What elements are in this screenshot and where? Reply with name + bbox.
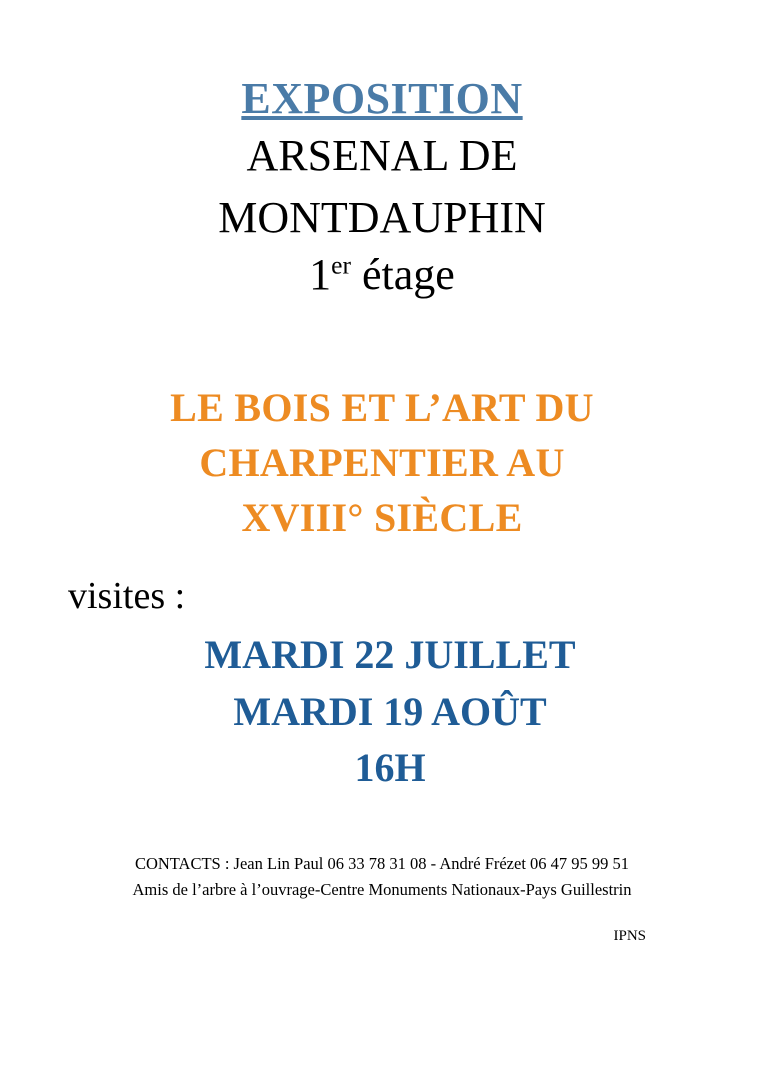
header-block	[40, 0, 724, 302]
ipns-footer: IPNS	[613, 928, 646, 945]
venue-line-1: ARSENAL DE	[246, 130, 518, 180]
contacts-line-2: Amis de l’arbre à l’ouvrage-Centre Monuments Nationaux-Pays Guillestrin	[132, 879, 632, 899]
floor-word: étage	[362, 249, 455, 299]
contacts-block	[40, 851, 724, 902]
visit-date-1: MARDI 22 JUILLET	[204, 631, 576, 677]
subject-line-1: LE BOIS ET L’ART DU	[170, 384, 594, 430]
subject-line-3: XVIII° SIÈCLE	[241, 494, 523, 540]
dates-block	[40, 627, 724, 797]
visits-label: visites :	[68, 575, 186, 618]
subject-line-2: CHARPENTIER AU	[199, 439, 565, 485]
subject-block	[40, 380, 724, 546]
venue-line-2: MONTDAUPHIN	[218, 192, 546, 242]
page-title-exposition: EXPOSITION	[241, 74, 523, 123]
contacts-line-1: CONTACTS : Jean Lin Paul 06 33 78 31 08 - André Frézet 06 47 95 99 51	[134, 854, 630, 874]
visit-time: 16H	[354, 745, 426, 791]
floor-number: 1	[309, 249, 332, 299]
floor-ordinal-suffix: er	[331, 250, 351, 280]
visit-date-2: MARDI 19 AOÛT	[233, 688, 547, 734]
floor-line	[40, 249, 724, 302]
